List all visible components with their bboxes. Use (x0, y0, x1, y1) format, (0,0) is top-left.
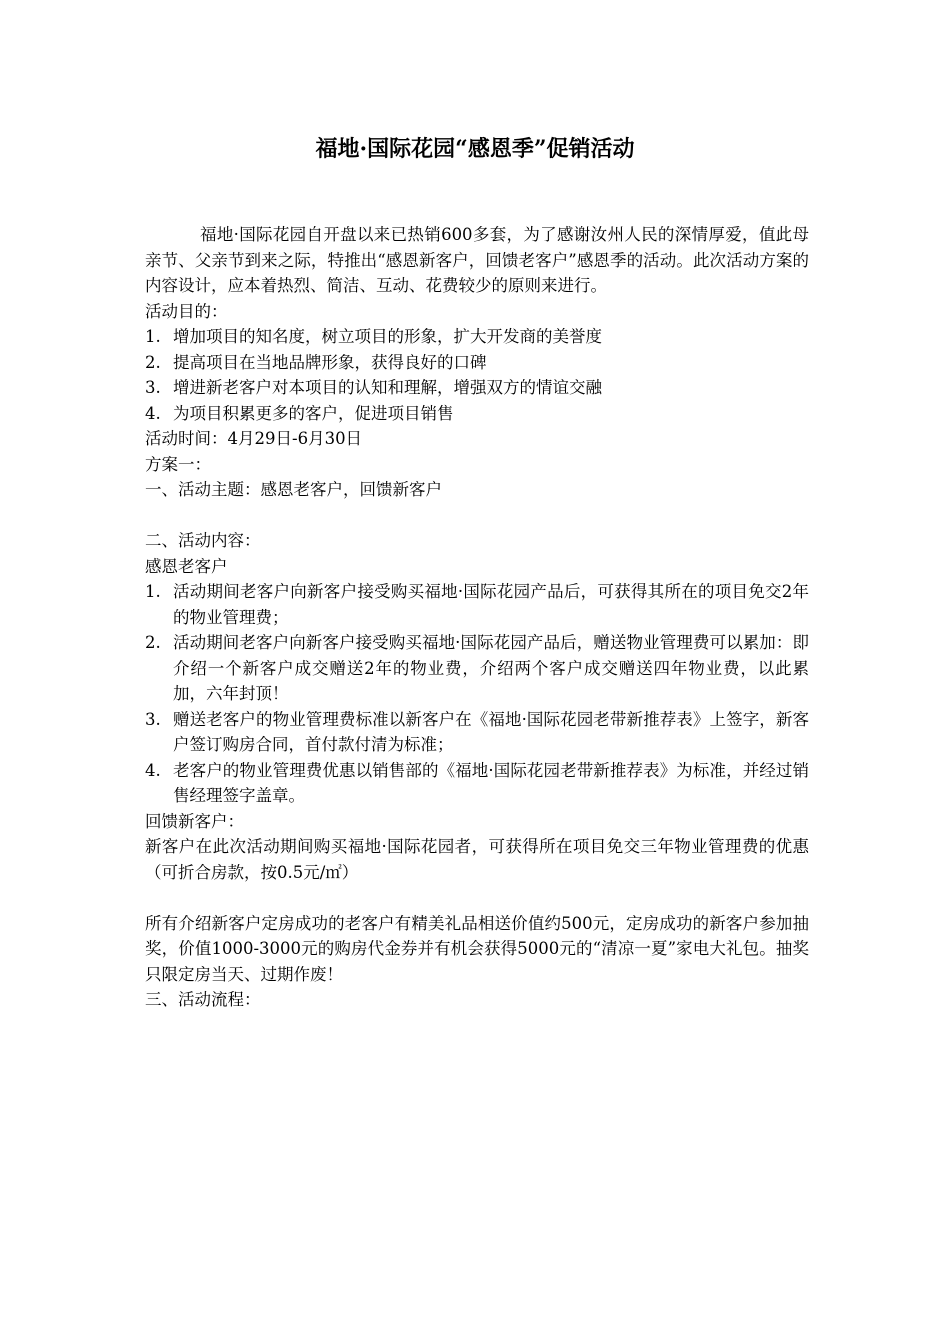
plan-heading: 方案一： (145, 454, 211, 474)
list-text: 增进新老客户对本项目的认知和理解，增强双方的情谊交融 (173, 378, 602, 397)
list-number: 1. (145, 582, 161, 601)
list-item (145, 758, 809, 809)
process-heading: 三、活动流程： (145, 990, 261, 1009)
list-item (145, 375, 809, 401)
old-customer-heading: 感恩老客户 (145, 556, 228, 576)
new-customer-heading: 回馈新客户： (145, 811, 244, 831)
list-number: 4. (145, 403, 161, 423)
activity-theme: 一、活动主题：感恩老客户，回馈新客户 (145, 480, 442, 499)
list-number: 3. (145, 709, 161, 729)
purpose-heading: 活动目的： (145, 301, 228, 321)
blank-line (145, 503, 809, 529)
content-heading: 二、活动内容： (145, 531, 261, 550)
list-text: 赠送老客户的物业管理费标准以新客户在《福地·国际花园老带新推荐表》上签字，新客户签订购房合同，首付款付清为标准； (173, 709, 809, 754)
list-text: 活动期间老客户向新客户接受购买福地·国际花园产品后，可获得其所在的项目免交2年的物业管理费； (173, 582, 809, 627)
list-item (145, 630, 809, 707)
list-number: 2. (145, 352, 161, 372)
list-text: 增加项目的知名度，树立项目的形象，扩大开发商的美誉度 (173, 327, 602, 346)
list-number: 2. (145, 633, 161, 652)
list-number: 4. (145, 760, 161, 780)
activity-time: 活动时间：4月29日-6月30日 (145, 429, 363, 448)
document-title: 福地·国际花园“感恩季”促销活动 (315, 136, 635, 162)
list-item (145, 401, 809, 427)
gift-paragraph: 所有介绍新客户定房成功的老客户有精美礼品相送价值约500元，定房成功的新客户参加抽奖，价值1000-3000元的购房代金券并有机会获得5000元的“清凉一夏”家电大礼包。抽奖只限定房当天、过期作废！ (145, 913, 809, 984)
list-number: 3. (145, 378, 161, 397)
list-item (145, 707, 809, 758)
purpose-list (145, 324, 809, 426)
list-text: 提高项目在当地品牌形象，获得良好的口碑 (173, 352, 487, 372)
new-customer-paragraph: 新客户在此次活动期间购买福地·国际花园者，可获得所在项目免交三年物业管理费的优惠（可折合房款，按0.5元/㎡） (145, 837, 809, 882)
list-number: 1. (145, 327, 161, 346)
list-item (145, 324, 809, 350)
list-item (145, 579, 809, 630)
list-text: 为项目积累更多的客户，促进项目销售 (173, 403, 454, 423)
document-body (145, 222, 809, 1013)
list-item (145, 350, 809, 376)
old-customer-list (145, 579, 809, 809)
list-text: 老客户的物业管理费优惠以销售部的《福地·国际花园老带新推荐表》为标准，并经过销售经理签字盖章。 (173, 760, 809, 805)
intro-paragraph: 福地·国际花园自开盘以来已热销600多套，为了感谢汝州人民的深情厚爱，值此母亲节、父亲节到来之际，特推出“感恩新客户，回馈老客户”感恩季的活动。此次活动方案的内容设计，应本着热烈、简洁、互动、花费较少的原则来进行。 (145, 225, 809, 295)
list-text: 活动期间老客户向新客户接受购买福地·国际花园产品后，赠送物业管理费可以累加：即介绍一个新客户成交赠送2年的物业费，介绍两个客户成交赠送四年物业费，以此累加，六年封顶！ (173, 633, 809, 703)
blank-line (145, 885, 809, 911)
